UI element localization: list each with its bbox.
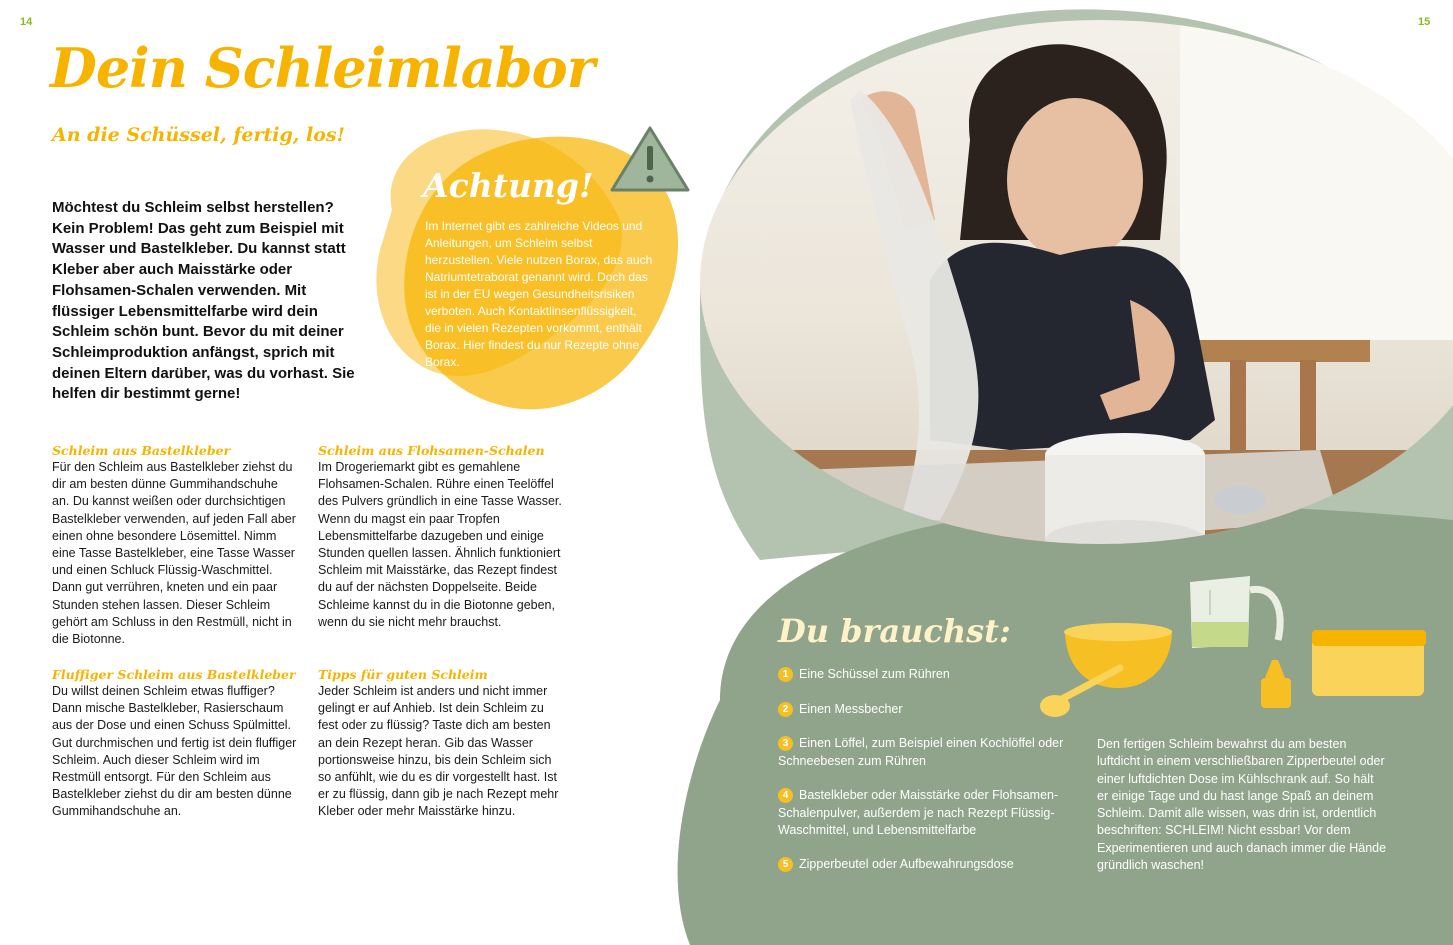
section-psyllium-slime bbox=[318, 443, 563, 631]
materials-item-text: Bastelkleber oder Maisstärke oder Flohsamen-Schalenpulver, außerdem je nach Rezept Flüssig-Waschmittel, und Lebensmittelfarbe bbox=[778, 788, 1059, 837]
materials-title: Du brauchst: bbox=[778, 612, 1011, 650]
section-text: Du willst deinen Schleim etwas fluffiger? Dann mische Bastelkleber, Rasierschaum aus der Dose und einen Schuss Spülmittel. Gut durchmischen und fertig ist dein fluffiger Schleim. Auch dieser Schleim wird im Restmüll entsorgt. Für den Schleim aus Bastelkleber ziehst du dir am besten dünne Gummihandschuhe an. bbox=[52, 684, 297, 819]
section-text: Jeder Schleim ist anders und nicht immer gelingt er auf Anhieb. Ist dein Schleim zu fest oder zu flüssig? Taste dich am besten an dein Rezept heran. Gib das Wasser portionsweise hinzu, bis dein Schleim sich so anfühlt, wie du es dir vorgestellt hast. Ist er zu flüssig, dann gib je nach Rezept mehr Kleber oder mehr Maisstärke hinzu. bbox=[318, 684, 559, 819]
materials-item-text: Einen Löffel, zum Beispiel einen Kochlöffel oder Schneebesen zum Rühren bbox=[778, 736, 1064, 768]
storage-box-illustration bbox=[1312, 630, 1426, 696]
warning-title: Achtung! bbox=[423, 166, 594, 205]
number-badge: 1 bbox=[778, 667, 793, 682]
section-fluffy-slime bbox=[52, 667, 297, 821]
section-heading: Fluffiger Schleim aus Bastelkleber bbox=[52, 667, 296, 682]
number-badge: 3 bbox=[778, 736, 793, 751]
intro-paragraph: Möchtest du Schleim selbst herstellen? Kein Problem! Das geht zum Beispiel mit Wasser und Bastelkleber. Du kannst statt Kleber aber auch Maisstärke oder Flohsamen-Schalen verwenden. Mit flüssiger Lebensmittelfarbe wird dein Schleim schön bunt. Bevor du mit deiner Schleimproduktion anfängst, sprich mit deinen Eltern darüber, was du vorhast. Sie helfen dir bestimmt gerne! bbox=[52, 199, 355, 403]
materials-item bbox=[778, 856, 1078, 874]
number-badge: 4 bbox=[778, 788, 793, 803]
number-badge: 2 bbox=[778, 702, 793, 717]
page-number-left: 14 bbox=[20, 16, 33, 28]
materials-item bbox=[778, 701, 1078, 719]
materials-item bbox=[778, 666, 1078, 684]
section-heading: Schleim aus Flohsamen-Schalen bbox=[318, 443, 545, 458]
section-glue-slime bbox=[52, 443, 297, 648]
section-text: Für den Schleim aus Bastelkleber ziehst du dir am besten dünne Gummihandschuhe an. Du kannst weißen oder durchsichtigen Bastelkleber verwenden, auf jeden Fall aber einen ohne besondere Lösemittel. Nimm eine Tasse Bastelkleber, eine Tasse Wasser und einen Schluck Flüssig-Waschmittel. Dann gut verrühren, kneten und ein paar Stunden stehen lassen. Dieser Schleim gehört am Schluss in den Restmüll, nicht in die Biotonne. bbox=[52, 460, 296, 647]
section-heading: Schleim aus Bastelkleber bbox=[52, 443, 231, 458]
section-text: Im Drogeriemarkt gibt es gemahlene Flohsamen-Schalen. Rühre einen Teelöffel des Pulvers gründlich in eine Tasse Wasser. Wenn du magst ein paar Tropfen Lebensmittelfarbe dazugeben und einige Stunden quellen lassen. Ähnlich funktioniert Schleim mit Maisstärke, das Rezept findest du auf der nächsten Doppelseite. Beide Schleime kannst du in die Biotonne geben, wenn du sie nicht mehr brauchst. bbox=[318, 460, 562, 629]
section-heading: Tipps für guten Schleim bbox=[318, 667, 488, 682]
page-subtitle: An die Schüssel, fertig, los! bbox=[52, 124, 345, 146]
materials-item bbox=[778, 787, 1078, 840]
page-number-right: 15 bbox=[1418, 16, 1431, 28]
materials-item-text: Einen Messbecher bbox=[799, 702, 903, 716]
green-info-blob bbox=[678, 505, 1453, 945]
page-title: Dein Schleimlabor bbox=[50, 36, 595, 100]
number-badge: 5 bbox=[778, 857, 793, 872]
materials-item-text: Zipperbeutel oder Aufbewahrungsdose bbox=[799, 857, 1014, 871]
materials-item-text: Eine Schüssel zum Rühren bbox=[799, 667, 950, 681]
section-tips bbox=[318, 667, 563, 821]
storage-info-text: Den fertigen Schleim bewahrst du am besten luftdicht in einem verschließbaren Zipperbeutel oder einer luftdichten Dose im Kühlschrank auf. So hält er einige Tage und du hast lange Spaß an deinem Schleim. Damit alle wissen, was drin ist, ordentlich beschriften: SCHLEIM! Nicht essbar! Vor dem Experimentieren und auch danach immer die Hände gründlich waschen! bbox=[1097, 737, 1387, 873]
materials-item bbox=[778, 735, 1068, 770]
warning-text: Im Internet gibt es zahlreiche Videos und Anleitungen, um Schleim selbst herzustellen. Viele nutzen Borax, das auch Natriumtetraborat genannt wird. Doch das ist in der EU wegen Gesundheitsrisiken verboten. Auch Kontaktlinsenflüssigkeit, die in vielen Rezepten vorkommt, enthält Borax. Hier findest du nur Rezepte ohne Borax. bbox=[425, 219, 653, 369]
